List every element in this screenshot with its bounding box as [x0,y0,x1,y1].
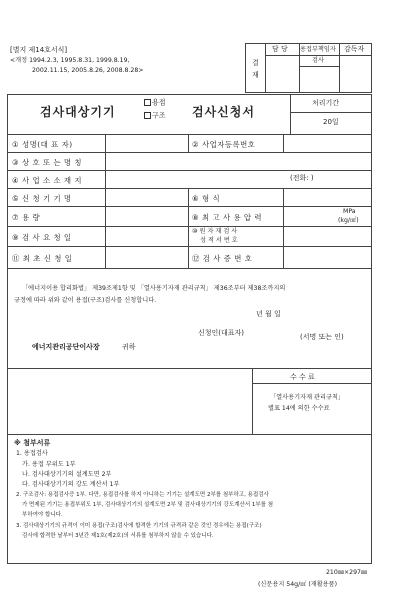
field-certificate-number-label: ⑫ 검 사 증 번 호 [192,254,253,263]
field-device-name-label: ⑤ 신 청 기 기 명 [12,194,72,203]
pressure-unit-mpa: MPa [343,208,356,215]
attachment-item: 1. 용접검사 [16,450,48,457]
approval-sub-inspection: 검사 [312,57,324,64]
revision-history-line2: 2002.11.15, 2005.8.26, 2008.8.28> [32,67,144,74]
paper-type: (신문용지 54g/㎡ (재활용품) [258,581,338,588]
title-right: 검사신청서 [192,105,255,119]
field-type-label: ⑥ 형 식 [192,194,221,203]
paper-size: 210㎜×297㎜ [326,569,368,576]
field-first-request-input[interactable] [106,247,187,267]
approval-col-supervisor: 감독자 [344,45,365,53]
field-request-date-label: ⑨ 검 사 요 청 일 [12,233,72,242]
field-address-input[interactable] [106,171,286,187]
attachments-title: ※ 첨부서류 [14,439,51,447]
approval-label-2: 재 [252,71,259,79]
attachment-item: 부하여야 합니다. [22,512,63,518]
field-material-cert-label-a: ⑩ 원 자 재 검 사 [192,228,238,235]
fee-title: 수 수 료 [290,373,315,381]
attachment-item: 3. 검사대상기기의 규격이 이미 용접(구조)검사에 합격한 기기의 규격과 같은 것인 경우에는 용접(구조) [16,523,262,529]
field-first-request-label: ⑪ 최 초 신 청 일 [12,254,73,263]
fee-line2: 별표 14에 의한 수수료 [268,405,330,412]
field-request-date-input[interactable] [106,227,187,245]
field-company-name-label: ③ 상 호 또 는 명 칭 [12,158,83,167]
field-capacity-input[interactable] [106,207,187,225]
option-structure: 구조 [144,112,166,120]
field-capacity-label: ⑦ 용 량 [12,213,41,222]
fee-line1: 「열사용기자재 관리규칙」 [270,394,345,401]
processing-period-value: 20일 [323,118,339,126]
field-business-number-label: ② 사업자등록번호 [192,140,256,149]
field-certificate-number-input[interactable] [284,247,371,267]
field-representative-label: ① 성명(대 표 자) [12,140,73,149]
attachment-item: 가 면제된 기기는 용접부위도 1부, 검사대상기기의 설계도면 2부 및 검사대상기기의 강도계산서 1부를 첨 [22,502,274,508]
field-business-number-input[interactable] [284,135,371,151]
attachment-item: 가. 용접 부위도 1부 [22,461,76,468]
signature-label[interactable]: (서명 또는 인) [300,333,344,341]
processing-period-label: 처리기간 [312,99,340,107]
field-material-cert-label-b: 성 적 서 번 호 [200,237,238,244]
approval-label-1: 결 [252,59,259,67]
applicant-label: 신청인(대표자) [198,329,245,337]
attachment-item: 검사에 합격한 날부터 3년간 제1호(제2호)의 서류를 첨부하지 않을 수 있습니다. [22,533,214,539]
welding-checkbox[interactable] [144,99,151,106]
application-date[interactable]: 년 월 일 [256,310,281,318]
field-address-label: ④ 사 업 소 소 재 지 [12,176,83,185]
recipient-honorific: 귀하 [122,343,136,351]
approval-col-welding: 용접부책임자 [300,46,336,53]
field-phone[interactable]: (전화: ) [290,174,314,182]
field-type-input[interactable] [284,189,371,205]
field-material-cert-input[interactable] [284,227,371,245]
structure-checkbox[interactable] [144,112,151,119]
title-left: 검사대상기기 [40,105,116,119]
approval-col-manager: 담 당 [272,45,288,53]
form-number: [별지 제14호서식] [10,46,68,54]
field-max-pressure-label: ⑧ 최 고 사 용 압 력 [192,213,263,222]
pressure-unit-kg: (kg/㎠) [338,217,359,224]
declaration-line1: 「에너지이용 합리화법」 제39조제1항 및 「열사용기자재 관리규칙」 제36조부터 제38조까지의 [22,285,286,292]
revision-history-line1: <개정 1994.2.3, 1995.8.31, 1999.8.19, [10,57,130,64]
field-representative-input[interactable] [106,135,187,151]
field-company-name-input[interactable] [106,153,371,169]
attachment-item: 다. 검사대상기기의 강도 계산서 1부 [22,481,120,488]
option-welding: 용접 [144,99,166,107]
recipient: 에너지관리공단이사장 [32,343,100,351]
declaration-line2: 규정에 따라 위와 같이 용접(구조)검사를 신청합니다. [14,297,157,304]
attachment-item: 나. 검사대상기기의 설계도면 2부 [22,471,112,478]
field-device-name-input[interactable] [106,189,187,205]
attachment-item: 2. 구조검사: 용접검사증 1부. 다만, 용접검사를 하지 아니하는 기기는 설계도면 2부를 첨부하고, 용접검사 [16,492,269,498]
